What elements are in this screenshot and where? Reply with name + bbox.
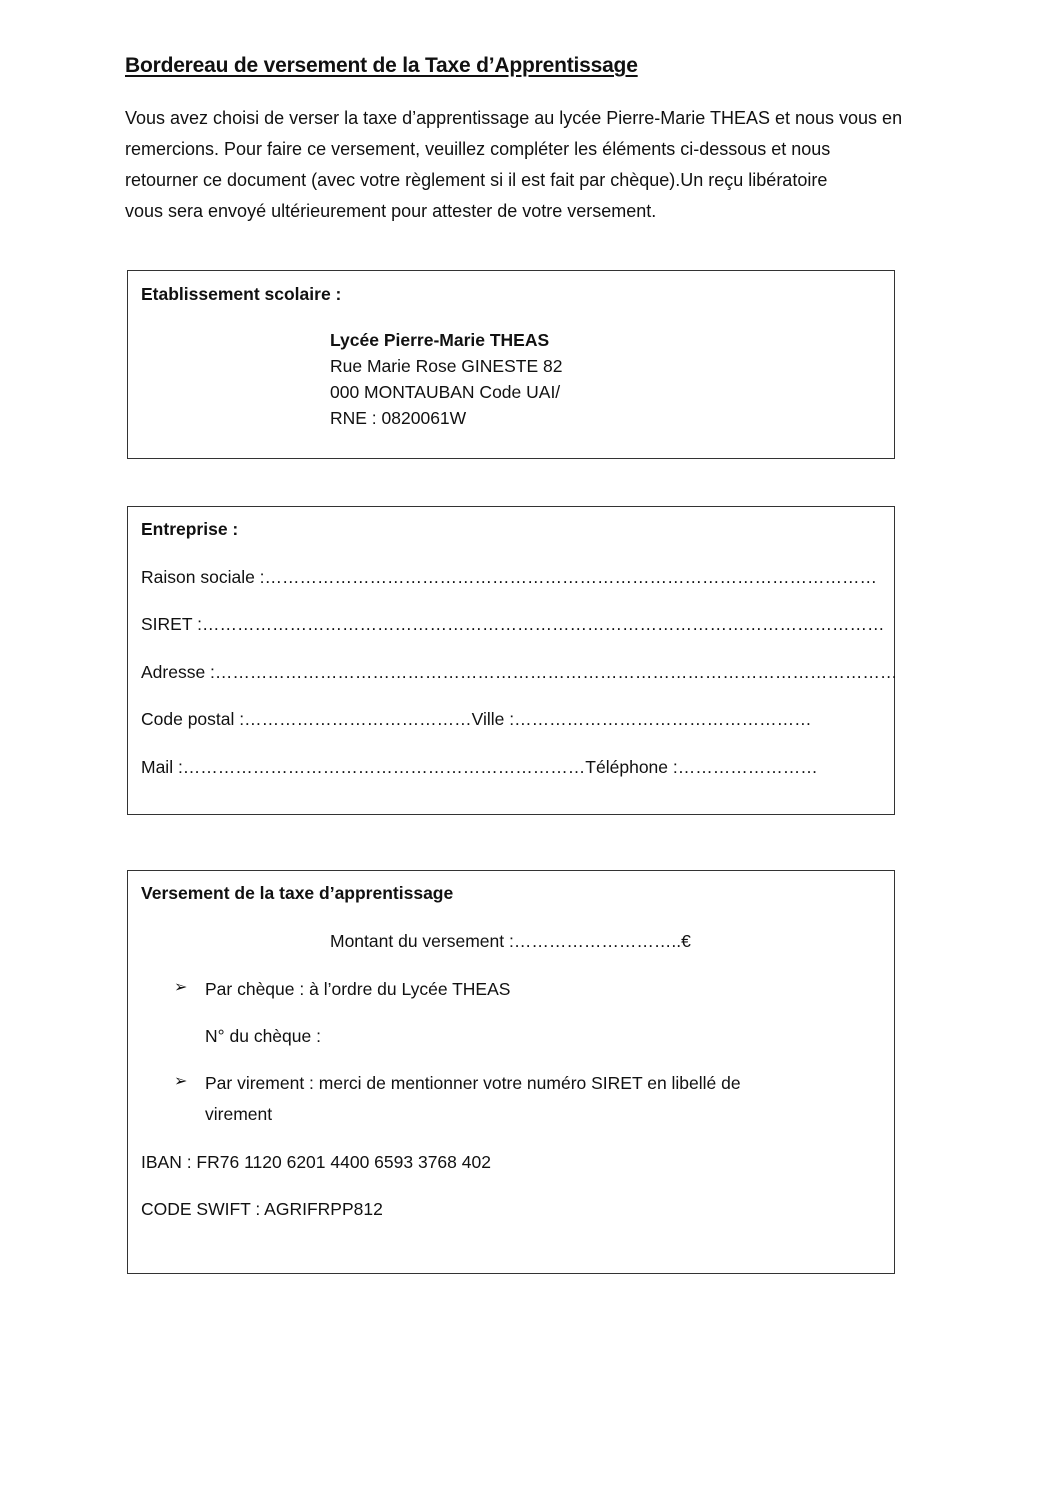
mail-telephone-field[interactable]: Mail :……………………………………………………………Téléphone :…………………… [141,757,818,777]
payment-box [127,870,895,1274]
payment-heading: Versement de la taxe d’apprentissage [141,883,454,903]
cheque-number-field[interactable]: N° du chèque : [205,1026,321,1046]
arrow-bullet-icon: ➢ [174,979,188,996]
raison-sociale-field[interactable]: Raison sociale :…………………………………………………………………………………………… [141,567,878,587]
intro-line: remercions. Pour faire ce versement, veuillez compléter les éléments ci-dessous et nous [125,139,831,159]
siret-field[interactable]: SIRET :……………………………………………………………………………………………………… [141,614,885,634]
intro-line: retourner ce document (avec votre règlement si il est fait par chèque).Un reçu libératoire [125,170,828,190]
school-address-line: Rue Marie Rose GINESTE 82 [330,356,563,376]
swift-text: CODE SWIFT : AGRIFRPP812 [141,1199,383,1219]
school-heading: Etablissement scolaire : [141,284,342,304]
page-title: Bordereau de versement de la Taxe d’Apprentissage [125,54,638,77]
cheque-label: Par chèque : à l’ordre du Lycée THEAS [205,979,511,999]
school-address-line: 000 MONTAUBAN Code UAI/ [330,382,561,402]
arrow-bullet-icon: ➢ [174,1073,188,1090]
company-box [127,506,898,815]
school-address-line: RNE : 0820061W [330,408,467,428]
school-box [127,270,895,459]
code-postal-ville-field[interactable]: Code postal :…………………………………Ville :…………………………………………… [141,709,812,729]
intro-line: Vous avez choisi de verser la taxe d’apprentissage au lycée Pierre-Marie THEAS et nous vous en [125,108,903,128]
intro-line: vous sera envoyé ultérieurement pour attester de votre versement. [125,201,657,221]
adresse-field[interactable]: Adresse :……………………………………………………………………………………………………… [141,662,898,682]
intro-paragraph [125,103,925,227]
school-name: Lycée Pierre-Marie THEAS [330,330,550,350]
transfer-label: Par virement : merci de mentionner votre numéro SIRET en libellé de [205,1073,741,1093]
amount-field[interactable]: Montant du versement :………………………..€ [330,931,691,951]
company-heading: Entreprise : [141,519,239,539]
iban-text: IBAN : FR76 1120 6201 4400 6593 3768 402 [141,1152,491,1172]
transfer-label-continued: virement [205,1104,273,1124]
